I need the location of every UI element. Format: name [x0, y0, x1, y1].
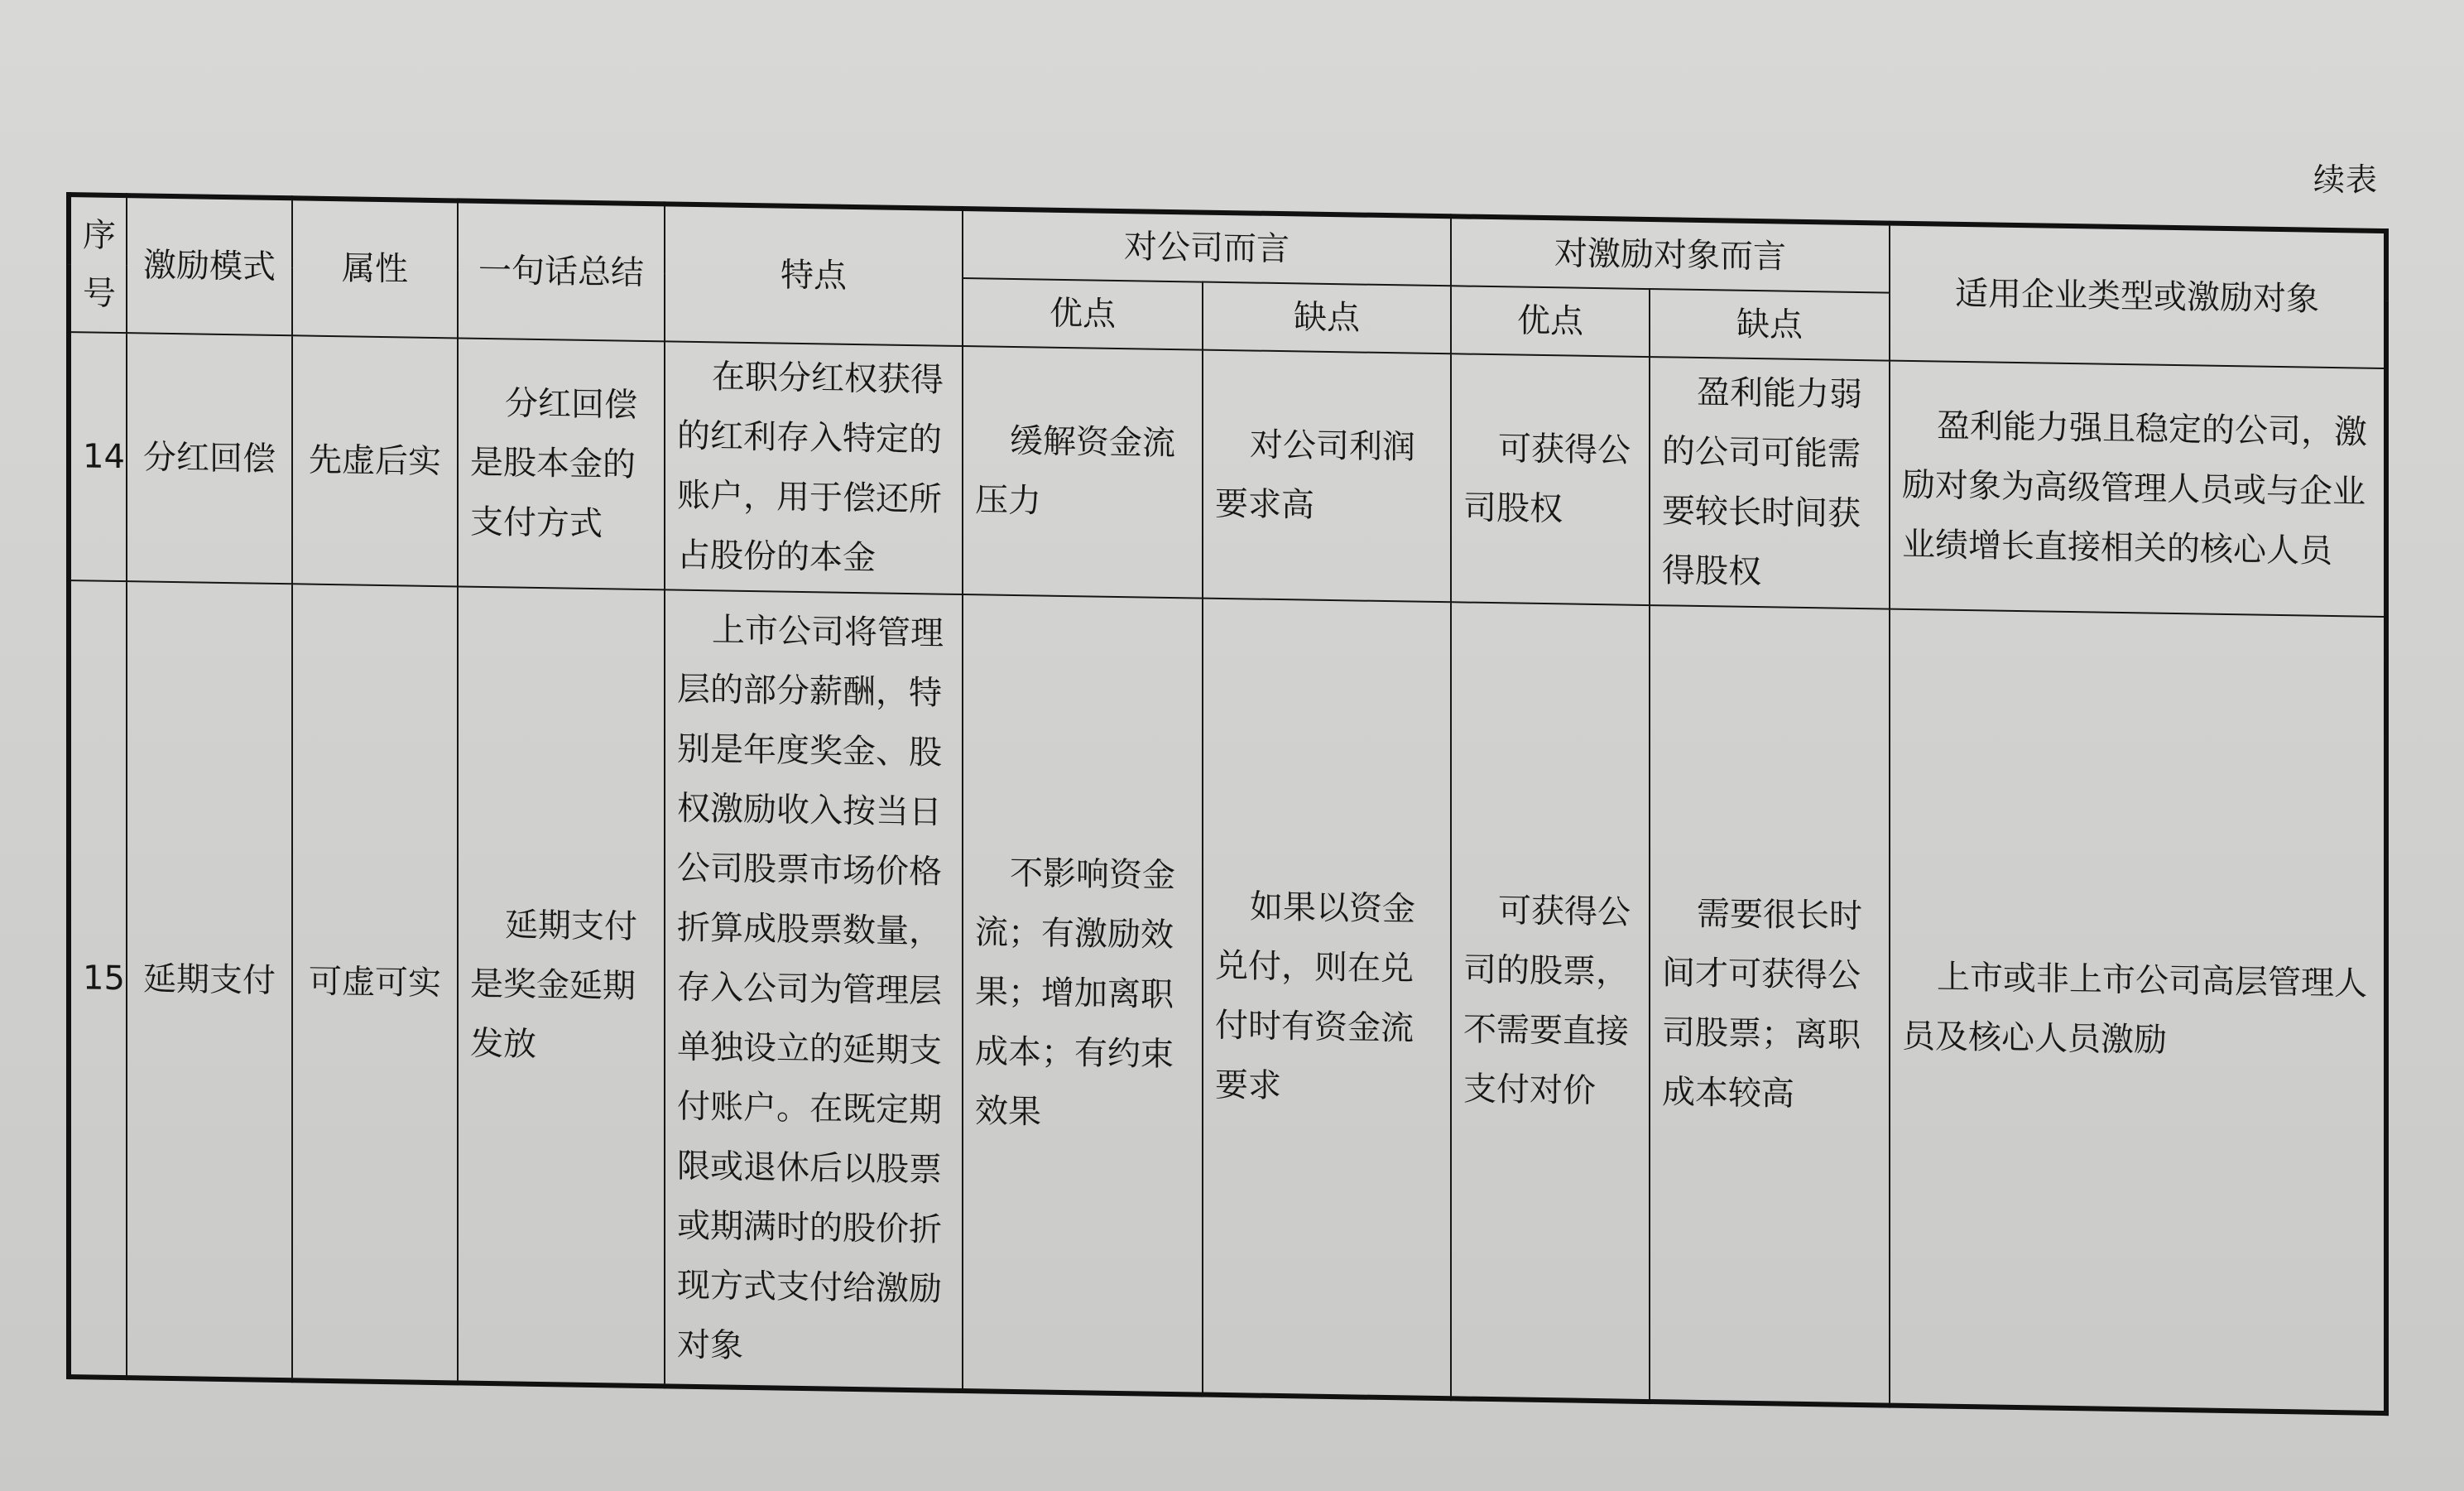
cell-attribute: 可虚可实 — [292, 584, 458, 1383]
header-features: 特点 — [665, 204, 963, 346]
header-company-pros: 优点 — [963, 278, 1203, 350]
cell-target-pros: 可获得公司的股票，不需要直接支付对价 — [1451, 602, 1650, 1402]
cell-target-pros: 可获得公司股权 — [1451, 354, 1650, 605]
header-summary: 一句话总结 — [458, 200, 665, 341]
header-target-pros: 优点 — [1451, 286, 1650, 357]
cell-summary: 延期支付是奖金延期发放 — [458, 586, 665, 1386]
cell-summary: 分红回偿是股本金的支付方式 — [458, 338, 665, 589]
cell-company-pros: 缓解资金流压力 — [963, 346, 1203, 599]
cell-mode: 延期支付 — [127, 581, 292, 1380]
cell-company-pros: 不影响资金流；有激励效果；增加离职成本；有约束效果 — [963, 594, 1203, 1395]
header-target: 对激励对象而言 — [1451, 216, 1890, 292]
table-row — [69, 332, 2386, 617]
incentive-table-wrapper — [66, 192, 2384, 1416]
table-row — [69, 580, 2386, 1413]
cell-mode: 分红回偿 — [127, 333, 292, 584]
header-company: 对公司而言 — [963, 209, 1451, 286]
cell-company-cons: 对公司利润要求高 — [1203, 350, 1451, 603]
header-company-cons: 缺点 — [1203, 282, 1451, 354]
cell-target-cons: 需要很长时间才可获得公司股票；离职成本较高 — [1650, 605, 1890, 1406]
continued-label: 续表 — [2313, 161, 2378, 198]
cell-applicable: 盈利能力强且稳定的公司，激励对象为高级管理人员或与企业业绩增长直接相关的核心人员 — [1890, 361, 2386, 617]
header-target-cons: 缺点 — [1650, 289, 1890, 361]
cell-features: 上市公司将管理层的部分薪酬，特别是年度奖金、股权激励收入按当日公司股票市场价格折算成股票数量，存入公司为管理层单独设立的延期支付账户。在既定期限或退休后以股票或期满时的股价折现方式支付给激励对象 — [665, 589, 963, 1391]
cell-attribute: 先虚后实 — [292, 335, 458, 586]
cell-company-cons: 如果以资金兑付，则在兑付时有资金流要求 — [1203, 599, 1451, 1399]
cell-applicable: 上市或非上市公司高层管理人员及核心人员激励 — [1890, 609, 2386, 1413]
header-seq: 序号 — [69, 195, 127, 333]
cell-target-cons: 盈利能力弱的公司可能需要较长时间获得股权 — [1650, 357, 1890, 609]
incentive-table — [66, 192, 2389, 1416]
header-applicable: 适用企业类型或激励对象 — [1890, 224, 2386, 368]
cell-features: 在职分红权获得的红利存入特定的账户，用于偿还所占股份的本金 — [665, 341, 963, 594]
header-mode: 激励模式 — [127, 195, 292, 335]
cell-seq: 15 — [69, 580, 127, 1378]
header-attribute: 属性 — [292, 198, 458, 338]
cell-seq: 14 — [69, 332, 127, 581]
